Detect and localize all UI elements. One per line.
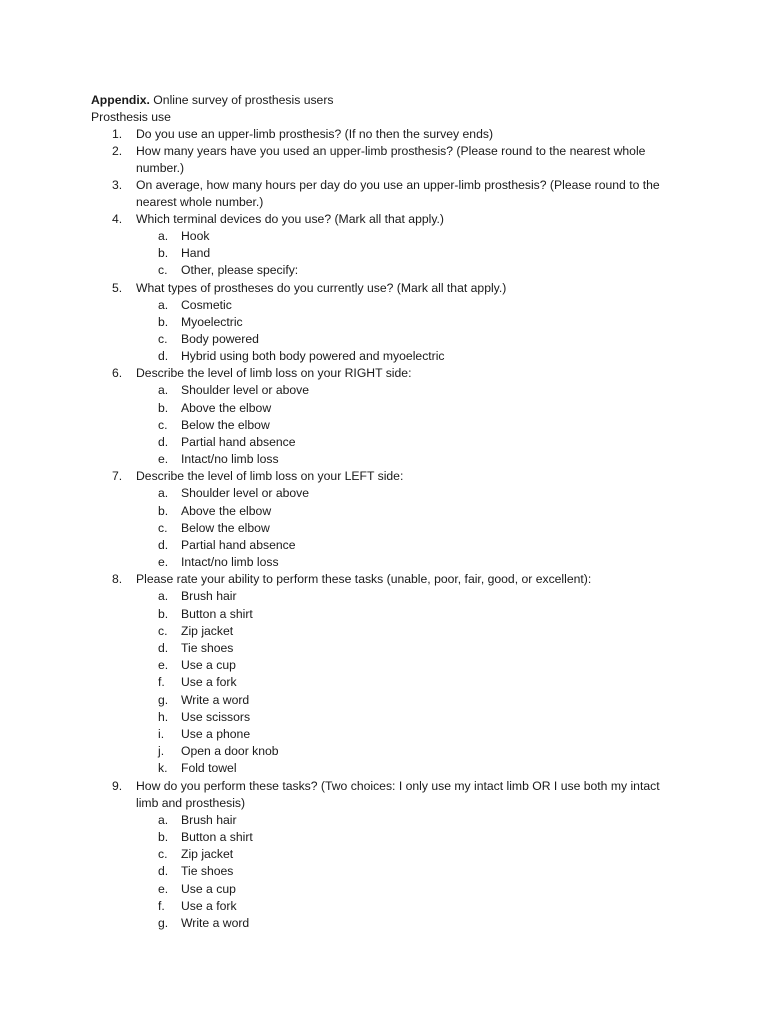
answer-option bbox=[91, 537, 691, 554]
option-letter: k. bbox=[158, 761, 168, 776]
question-number: 1. bbox=[112, 127, 123, 141]
answer-option bbox=[91, 863, 691, 880]
answer-options bbox=[91, 485, 691, 571]
option-text: Hook bbox=[181, 229, 210, 243]
question-number: 6. bbox=[112, 366, 123, 381]
answer-option bbox=[91, 417, 691, 434]
survey-question bbox=[91, 365, 691, 382]
option-text: Use a fork bbox=[181, 675, 237, 690]
option-letter: e. bbox=[158, 881, 169, 896]
survey-question bbox=[91, 571, 691, 588]
answer-option bbox=[91, 898, 691, 915]
question-text: How do you perform these tasks? (Two choices: I only use my intact limb OR I use both my intact limb and prosthesis) bbox=[136, 778, 660, 810]
question-number: 2. bbox=[112, 144, 123, 158]
option-letter: c. bbox=[158, 332, 168, 347]
option-text: Partial hand absence bbox=[181, 538, 296, 553]
question-number: 9. bbox=[112, 778, 123, 793]
answer-option bbox=[91, 348, 691, 365]
option-text: Tie shoes bbox=[181, 641, 234, 656]
answer-option bbox=[91, 297, 691, 314]
option-text: Cosmetic bbox=[181, 297, 232, 312]
survey-question bbox=[91, 468, 691, 485]
answer-option bbox=[91, 760, 691, 777]
appendix-title: Online survey of prosthesis users bbox=[149, 93, 334, 107]
option-letter: c. bbox=[158, 417, 168, 432]
question-number: 4. bbox=[112, 212, 123, 226]
question-text: Please rate your ability to perform these tasks (unable, poor, fair, good, or excellent): bbox=[136, 572, 592, 587]
option-letter: d. bbox=[158, 864, 169, 879]
survey-question bbox=[91, 177, 691, 211]
answer-options bbox=[91, 297, 691, 366]
survey-question bbox=[91, 143, 691, 177]
option-text: Intact/no limb loss bbox=[181, 452, 279, 467]
option-letter: d. bbox=[158, 538, 169, 553]
option-text: Write a word bbox=[181, 692, 250, 707]
question-text: How many years have you used an upper-limb prosthesis? (Please round to the nearest whole number.) bbox=[136, 144, 646, 175]
answer-option bbox=[91, 743, 691, 760]
option-text: Brush hair bbox=[181, 812, 237, 827]
option-text: Intact/no limb loss bbox=[181, 555, 279, 570]
option-letter: a. bbox=[158, 812, 169, 827]
appendix-heading bbox=[91, 92, 691, 109]
answer-option bbox=[91, 674, 691, 691]
survey-question bbox=[91, 280, 691, 297]
option-letter: d. bbox=[158, 435, 169, 450]
answer-option bbox=[91, 606, 691, 623]
question-text: What types of prostheses do you currently use? (Mark all that apply.) bbox=[136, 280, 507, 295]
answer-option bbox=[91, 709, 691, 726]
section-title: Prosthesis use bbox=[91, 110, 171, 124]
option-letter: a. bbox=[158, 589, 169, 604]
question-number: 7. bbox=[112, 469, 123, 484]
option-text: Use a fork bbox=[181, 898, 237, 913]
option-text: Brush hair bbox=[181, 589, 237, 604]
option-letter: a. bbox=[158, 297, 169, 312]
option-letter: c. bbox=[158, 263, 168, 278]
answer-option bbox=[91, 588, 691, 605]
survey-question bbox=[91, 211, 691, 228]
option-text: Button a shirt bbox=[181, 606, 253, 621]
option-letter: e. bbox=[158, 555, 169, 570]
appendix-label: Appendix. bbox=[91, 93, 150, 107]
option-text: Zip jacket bbox=[181, 847, 234, 862]
answer-option bbox=[91, 692, 691, 709]
option-text: Above the elbow bbox=[181, 503, 272, 518]
answer-option bbox=[91, 434, 691, 451]
option-letter: b. bbox=[158, 314, 169, 329]
option-text: Fold towel bbox=[181, 761, 237, 776]
option-text: Partial hand absence bbox=[181, 435, 296, 450]
option-text: Above the elbow bbox=[181, 400, 272, 415]
option-letter: b. bbox=[158, 606, 169, 621]
option-letter: a. bbox=[158, 383, 169, 398]
answer-option bbox=[91, 245, 691, 262]
option-letter: b. bbox=[158, 503, 169, 518]
option-text: Other, please specify: bbox=[181, 263, 299, 278]
answer-option bbox=[91, 881, 691, 898]
answer-option bbox=[91, 262, 691, 279]
option-text: Myoelectric bbox=[181, 314, 243, 329]
answer-option bbox=[91, 400, 691, 417]
option-text: Use scissors bbox=[181, 709, 251, 724]
option-text: Below the elbow bbox=[181, 520, 270, 535]
option-letter: h. bbox=[158, 709, 169, 724]
answer-option bbox=[91, 657, 691, 674]
option-text: Hand bbox=[181, 246, 211, 261]
answer-option bbox=[91, 485, 691, 502]
option-text: Button a shirt bbox=[181, 829, 253, 844]
option-text: Below the elbow bbox=[181, 417, 270, 432]
option-text: Body powered bbox=[181, 332, 259, 347]
option-text: Shoulder level or above bbox=[181, 486, 310, 501]
answer-option bbox=[91, 314, 691, 331]
option-letter: a. bbox=[158, 486, 169, 501]
option-text: Use a cup bbox=[181, 881, 236, 896]
option-letter: j. bbox=[158, 744, 165, 759]
option-letter: d. bbox=[158, 349, 169, 364]
question-list bbox=[91, 126, 691, 932]
answer-options bbox=[91, 228, 691, 280]
option-letter: e. bbox=[158, 658, 169, 673]
option-letter: c. bbox=[158, 520, 168, 535]
option-letter: i. bbox=[158, 727, 165, 742]
answer-option bbox=[91, 623, 691, 640]
option-text: Shoulder level or above bbox=[181, 383, 310, 398]
answer-options bbox=[91, 588, 691, 777]
option-letter: g. bbox=[158, 915, 169, 930]
answer-option bbox=[91, 382, 691, 399]
option-letter: d. bbox=[158, 641, 169, 656]
option-text: Open a door knob bbox=[181, 744, 279, 759]
option-letter: c. bbox=[158, 847, 168, 862]
answer-option bbox=[91, 554, 691, 571]
option-letter: b. bbox=[158, 829, 169, 844]
option-letter: f. bbox=[158, 675, 165, 690]
answer-option bbox=[91, 451, 691, 468]
option-letter: b. bbox=[158, 246, 169, 261]
answer-option bbox=[91, 331, 691, 348]
answer-option bbox=[91, 812, 691, 829]
option-text: Use a phone bbox=[181, 727, 251, 742]
answer-options bbox=[91, 382, 691, 468]
option-letter: g. bbox=[158, 692, 169, 707]
option-text: Tie shoes bbox=[181, 864, 234, 879]
survey-question bbox=[91, 778, 691, 812]
question-number: 3. bbox=[112, 178, 123, 192]
option-text: Zip jacket bbox=[181, 623, 234, 638]
survey-question bbox=[91, 126, 691, 143]
answer-option bbox=[91, 915, 691, 932]
option-letter: a. bbox=[158, 229, 169, 243]
option-letter: c. bbox=[158, 623, 168, 638]
question-text: Describe the level of limb loss on your LEFT side: bbox=[136, 469, 404, 484]
question-text: Which terminal devices do you use? (Mark all that apply.) bbox=[136, 212, 444, 226]
option-text: Use a cup bbox=[181, 658, 236, 673]
answer-options bbox=[91, 812, 691, 932]
question-text: Do you use an upper-limb prosthesis? (If no then the survey ends) bbox=[136, 127, 494, 141]
question-number: 5. bbox=[112, 280, 123, 295]
question-text: On average, how many hours per day do you use an upper-limb prosthesis? (Please round to the nearest whole number.) bbox=[136, 178, 660, 209]
option-text: Hybrid using both body powered and myoelectric bbox=[181, 349, 445, 364]
option-text: Write a word bbox=[181, 915, 250, 930]
answer-option bbox=[91, 726, 691, 743]
answer-option bbox=[91, 829, 691, 846]
answer-option bbox=[91, 228, 691, 245]
answer-option bbox=[91, 503, 691, 520]
question-number: 8. bbox=[112, 572, 123, 587]
question-text: Describe the level of limb loss on your RIGHT side: bbox=[136, 366, 412, 381]
option-letter: b. bbox=[158, 400, 169, 415]
answer-option bbox=[91, 520, 691, 537]
option-letter: f. bbox=[158, 898, 165, 913]
answer-option bbox=[91, 640, 691, 657]
answer-option bbox=[91, 846, 691, 863]
document-page bbox=[91, 92, 691, 932]
option-letter: e. bbox=[158, 452, 169, 467]
